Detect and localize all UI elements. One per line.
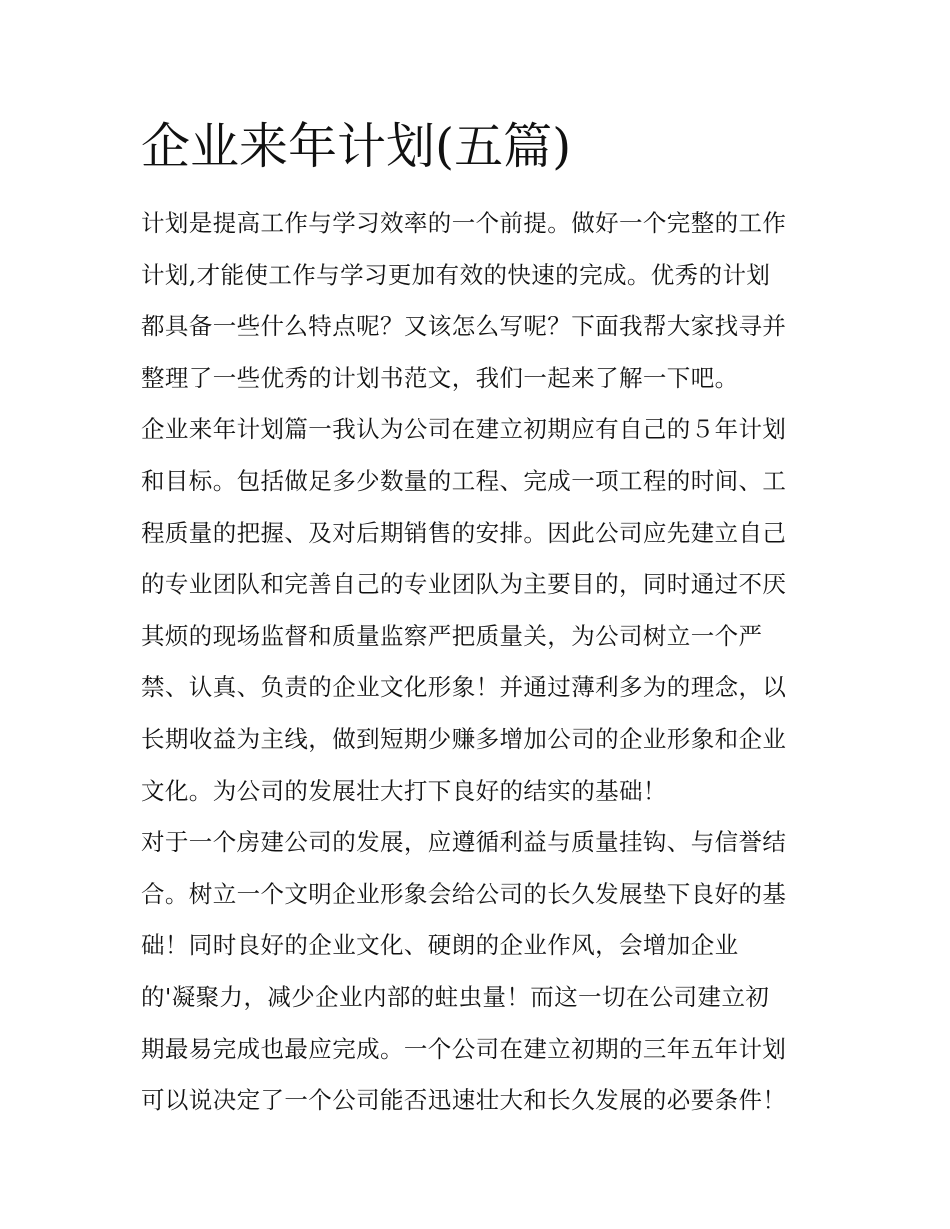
document-title: 企业来年计划(五篇) xyxy=(141,118,572,175)
body-line: 计划,才能使工作与学习更加有效的快速的完成。优秀的计划 xyxy=(141,260,771,289)
body-line: 可以说决定了一个公司能否迅速壮大和长久发展的必要条件！ xyxy=(141,1086,787,1115)
body-line: 整理了一些优秀的计划书范文，我们一起来了解一下吧。 xyxy=(141,363,739,392)
document-body xyxy=(141,198,821,1127)
body-line: 文化。为公司的发展壮大打下良好的结实的基础！ xyxy=(141,776,667,805)
body-line: 期最易完成也最应完成。一个公司在建立初期的三年五年计划 xyxy=(141,1034,787,1063)
body-line: 和目标。包括做足多少数量的工程、完成一项工程的时间、工 xyxy=(141,466,787,495)
body-line: 合。树立一个文明企业形象会给公司的长久发展垫下良好的基 xyxy=(141,879,787,908)
body-line: 其烦的现场监督和质量监察严把质量关，为公司树立一个严 xyxy=(141,621,763,650)
body-line: 禁、认真、负责的企业文化形象！并通过薄利多为的理念，以 xyxy=(141,673,787,702)
body-line: 长期收益为主线，做到短期少赚多增加公司的企业形象和企业 xyxy=(141,724,787,753)
body-line: 计划是提高工作与学习效率的一个前提。做好一个完整的工作 xyxy=(141,209,787,237)
body-line: 的'凝聚力，减少企业内部的蛀虫量！而这一切在公司建立初 xyxy=(141,982,770,1011)
body-line: 础！同时良好的企业文化、硬朗的企业作风，会增加企业 xyxy=(141,931,739,960)
body-line: 都具备一些什么特点呢？又该怎么写呢？下面我帮大家找寻并 xyxy=(141,312,787,341)
body-line: 对于一个房建公司的发展，应遵循利益与质量挂钩、与信誉结 xyxy=(141,828,787,857)
body-line: 企业来年计划篇一我认为公司在建立初期应有自己的５年计划 xyxy=(141,415,787,444)
body-line: 的专业团队和完善自己的专业团队为主要目的，同时通过不厌 xyxy=(141,570,787,599)
body-line: 程质量的把握、及对后期销售的安排。因此公司应先建立自己 xyxy=(141,518,787,547)
